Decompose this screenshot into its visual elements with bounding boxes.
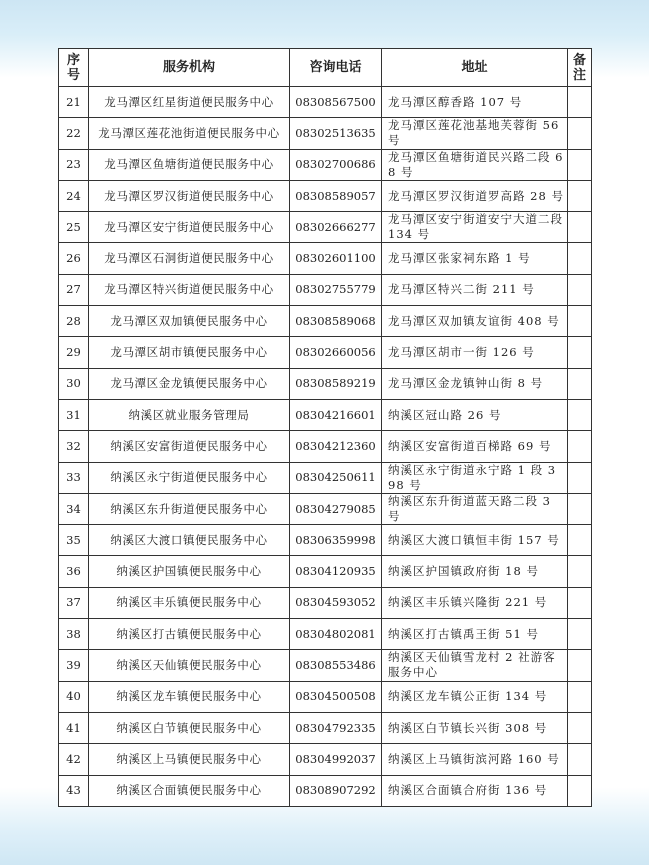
row-note — [568, 493, 592, 524]
row-number: 31 — [59, 399, 89, 430]
row-phone: 08304212360 — [290, 431, 382, 462]
row-address: 纳溪区大渡口镇恒丰街 157 号 — [382, 525, 568, 556]
row-organization: 纳溪区打古镇便民服务中心 — [89, 619, 290, 650]
row-organization: 龙马潭区石洞街道便民服务中心 — [89, 243, 290, 274]
header-phone: 咨询电话 — [290, 49, 382, 87]
row-address: 龙马潭区罗汉街道罗高路 28 号 — [382, 180, 568, 211]
row-phone: 08304593052 — [290, 587, 382, 618]
row-address: 纳溪区丰乐镇兴隆街 221 号 — [382, 587, 568, 618]
row-address: 纳溪区合面镇合府街 136 号 — [382, 775, 568, 806]
row-phone: 08306359998 — [290, 525, 382, 556]
table-header-row — [59, 49, 592, 87]
table-row — [59, 87, 592, 118]
row-phone: 08304802081 — [290, 619, 382, 650]
row-note — [568, 118, 592, 149]
row-organization: 龙马潭区红星街道便民服务中心 — [89, 87, 290, 118]
row-phone: 08304792335 — [290, 712, 382, 743]
row-note — [568, 587, 592, 618]
row-note — [568, 399, 592, 430]
row-organization: 龙马潭区莲花池街道便民服务中心 — [89, 118, 290, 149]
table-row — [59, 212, 592, 243]
row-phone: 08304279085 — [290, 493, 382, 524]
table-row — [59, 744, 592, 775]
row-number: 21 — [59, 87, 89, 118]
row-address: 龙马潭区安宁街道安宁大道二段 134 号 — [382, 212, 568, 243]
row-phone: 08302666277 — [290, 212, 382, 243]
row-number: 40 — [59, 681, 89, 712]
row-address: 龙马潭区胡市一街 126 号 — [382, 337, 568, 368]
row-number: 41 — [59, 712, 89, 743]
table-row — [59, 431, 592, 462]
row-organization: 龙马潭区胡市镇便民服务中心 — [89, 337, 290, 368]
row-number: 42 — [59, 744, 89, 775]
row-number: 26 — [59, 243, 89, 274]
row-note — [568, 619, 592, 650]
row-number: 35 — [59, 525, 89, 556]
row-phone: 08308907292 — [290, 775, 382, 806]
row-note — [568, 744, 592, 775]
table-row — [59, 274, 592, 305]
row-organization: 龙马潭区金龙镇便民服务中心 — [89, 368, 290, 399]
row-phone: 08304250611 — [290, 462, 382, 493]
row-phone: 08308567500 — [290, 87, 382, 118]
table-row — [59, 306, 592, 337]
row-number: 36 — [59, 556, 89, 587]
row-address: 龙马潭区金龙镇钟山街 8 号 — [382, 368, 568, 399]
header-note: 备注 — [568, 49, 592, 87]
row-note — [568, 243, 592, 274]
row-note — [568, 337, 592, 368]
table-row — [59, 337, 592, 368]
row-phone: 08304500508 — [290, 681, 382, 712]
table-row — [59, 180, 592, 211]
row-organization: 纳溪区永宁街道便民服务中心 — [89, 462, 290, 493]
row-note — [568, 712, 592, 743]
row-address: 纳溪区永宁街道永宁路 1 段 398 号 — [382, 462, 568, 493]
row-note — [568, 681, 592, 712]
row-phone: 08304992037 — [290, 744, 382, 775]
table-body — [59, 87, 592, 807]
row-address: 纳溪区白节镇长兴街 308 号 — [382, 712, 568, 743]
row-address: 龙马潭区双加镇友谊街 408 号 — [382, 306, 568, 337]
row-number: 34 — [59, 493, 89, 524]
row-organization: 纳溪区上马镇便民服务中心 — [89, 744, 290, 775]
row-phone: 08302601100 — [290, 243, 382, 274]
row-number: 29 — [59, 337, 89, 368]
row-number: 38 — [59, 619, 89, 650]
row-organization: 纳溪区天仙镇便民服务中心 — [89, 650, 290, 681]
table-row — [59, 775, 592, 806]
row-organization: 龙马潭区特兴街道便民服务中心 — [89, 274, 290, 305]
table-row — [59, 243, 592, 274]
row-note — [568, 274, 592, 305]
row-address: 纳溪区上马镇街滨河路 160 号 — [382, 744, 568, 775]
row-note — [568, 368, 592, 399]
row-note — [568, 775, 592, 806]
row-number: 43 — [59, 775, 89, 806]
row-organization: 纳溪区东升街道便民服务中心 — [89, 493, 290, 524]
row-address: 纳溪区冠山路 26 号 — [382, 399, 568, 430]
row-note — [568, 431, 592, 462]
row-number: 23 — [59, 149, 89, 180]
row-organization: 龙马潭区鱼塘街道便民服务中心 — [89, 149, 290, 180]
row-organization: 龙马潭区双加镇便民服务中心 — [89, 306, 290, 337]
row-address: 龙马潭区张家祠东路 1 号 — [382, 243, 568, 274]
row-note — [568, 650, 592, 681]
row-organization: 纳溪区就业服务管理局 — [89, 399, 290, 430]
row-number: 27 — [59, 274, 89, 305]
row-phone: 08304120935 — [290, 556, 382, 587]
row-phone: 08302513635 — [290, 118, 382, 149]
row-organization: 龙马潭区安宁街道便民服务中心 — [89, 212, 290, 243]
table-row — [59, 712, 592, 743]
row-number: 32 — [59, 431, 89, 462]
service-directory-table — [58, 48, 592, 807]
row-note — [568, 462, 592, 493]
row-organization: 纳溪区安富街道便民服务中心 — [89, 431, 290, 462]
row-address: 纳溪区护国镇政府街 18 号 — [382, 556, 568, 587]
table-row — [59, 587, 592, 618]
table-row — [59, 368, 592, 399]
row-address: 纳溪区安富街道百梯路 69 号 — [382, 431, 568, 462]
row-note — [568, 149, 592, 180]
row-organization: 纳溪区龙车镇便民服务中心 — [89, 681, 290, 712]
header-org: 服务机构 — [89, 49, 290, 87]
row-number: 30 — [59, 368, 89, 399]
row-note — [568, 525, 592, 556]
table-row — [59, 118, 592, 149]
row-number: 33 — [59, 462, 89, 493]
table-row — [59, 462, 592, 493]
row-address: 龙马潭区鱼塘街道民兴路二段 68 号 — [382, 149, 568, 180]
row-organization: 纳溪区丰乐镇便民服务中心 — [89, 587, 290, 618]
row-address: 龙马潭区莲花池基地芙蓉街 56 号 — [382, 118, 568, 149]
row-number: 25 — [59, 212, 89, 243]
row-note — [568, 180, 592, 211]
row-note — [568, 556, 592, 587]
row-address: 龙马潭区特兴二街 211 号 — [382, 274, 568, 305]
header-addr: 地址 — [382, 49, 568, 87]
table-row — [59, 650, 592, 681]
row-address: 龙马潭区醇香路 107 号 — [382, 87, 568, 118]
row-organization: 龙马潭区罗汉街道便民服务中心 — [89, 180, 290, 211]
service-directory-sheet — [58, 48, 591, 807]
row-note — [568, 87, 592, 118]
row-phone: 08302755779 — [290, 274, 382, 305]
row-organization: 纳溪区护国镇便民服务中心 — [89, 556, 290, 587]
table-row — [59, 556, 592, 587]
row-phone: 08308589057 — [290, 180, 382, 211]
row-organization: 纳溪区大渡口镇便民服务中心 — [89, 525, 290, 556]
row-note — [568, 306, 592, 337]
table-row — [59, 493, 592, 524]
table-row — [59, 525, 592, 556]
row-note — [568, 212, 592, 243]
row-organization: 纳溪区合面镇便民服务中心 — [89, 775, 290, 806]
row-organization: 纳溪区白节镇便民服务中心 — [89, 712, 290, 743]
row-phone: 08308553486 — [290, 650, 382, 681]
table-row — [59, 681, 592, 712]
row-address: 纳溪区打古镇禹王街 51 号 — [382, 619, 568, 650]
row-number: 22 — [59, 118, 89, 149]
row-phone: 08304216601 — [290, 399, 382, 430]
row-number: 39 — [59, 650, 89, 681]
row-address: 纳溪区天仙镇雪龙村 2 社游客服务中心 — [382, 650, 568, 681]
row-number: 28 — [59, 306, 89, 337]
table-row — [59, 619, 592, 650]
table-row — [59, 399, 592, 430]
row-phone: 08302660056 — [290, 337, 382, 368]
row-phone: 08302700686 — [290, 149, 382, 180]
row-number: 37 — [59, 587, 89, 618]
table-row — [59, 149, 592, 180]
row-address: 纳溪区东升街道蓝天路二段 3 号 — [382, 493, 568, 524]
row-phone: 08308589068 — [290, 306, 382, 337]
row-number: 24 — [59, 180, 89, 211]
row-phone: 08308589219 — [290, 368, 382, 399]
row-address: 纳溪区龙车镇公正街 134 号 — [382, 681, 568, 712]
header-num: 序号 — [59, 49, 89, 87]
